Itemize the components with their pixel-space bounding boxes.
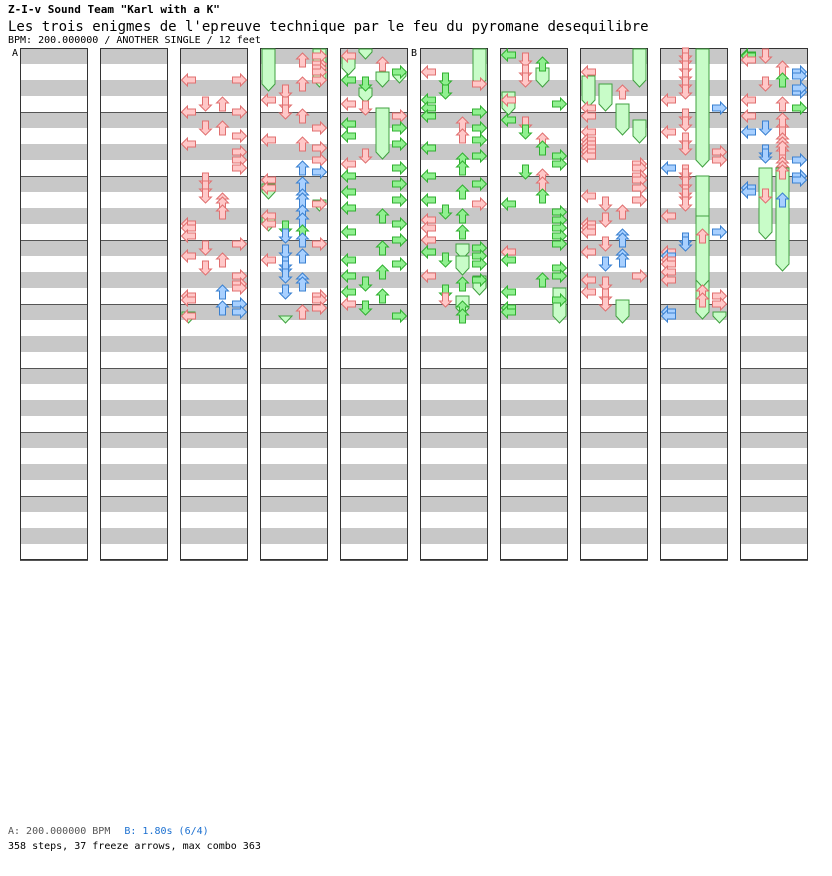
beat-band xyxy=(660,528,728,544)
beat-band xyxy=(100,112,168,128)
beat-band xyxy=(420,304,488,320)
beat-band xyxy=(100,48,168,64)
beat-band xyxy=(660,176,728,192)
beat-band xyxy=(420,432,488,448)
beat-band xyxy=(20,80,88,96)
beat-band xyxy=(500,336,568,352)
beat-band xyxy=(180,528,248,544)
beat-band xyxy=(660,464,728,480)
beat-band xyxy=(20,496,88,512)
beat-band xyxy=(580,368,648,384)
beat-band xyxy=(20,208,88,224)
beat-band xyxy=(660,48,728,64)
marker-b-label: B xyxy=(411,48,418,59)
beat-band xyxy=(580,304,648,320)
beat-band xyxy=(180,48,248,64)
beat-band xyxy=(660,400,728,416)
beat-band xyxy=(100,240,168,256)
beat-band xyxy=(20,400,88,416)
beat-band xyxy=(180,336,248,352)
freeze-arrow xyxy=(633,49,646,87)
beat-band xyxy=(740,400,808,416)
beat-band xyxy=(100,432,168,448)
chart-column xyxy=(100,48,168,561)
beat-band xyxy=(420,464,488,480)
beat-band xyxy=(420,336,488,352)
beat-band xyxy=(260,528,328,544)
chart-meta: BPM: 200.000000 / ANOTHER SINGLE / 12 feet xyxy=(8,35,261,46)
beat-band xyxy=(500,400,568,416)
beat-band xyxy=(20,336,88,352)
freeze-arrow xyxy=(776,168,789,271)
beat-band xyxy=(580,464,648,480)
beat-band xyxy=(100,304,168,320)
beat-band xyxy=(740,272,808,288)
beat-band xyxy=(100,80,168,96)
freeze-arrow xyxy=(582,76,595,107)
beat-band xyxy=(260,496,328,512)
beat-band xyxy=(660,368,728,384)
beat-band xyxy=(660,496,728,512)
beat-band xyxy=(100,368,168,384)
beat-band xyxy=(740,368,808,384)
beat-band xyxy=(260,400,328,416)
beat-band xyxy=(580,528,648,544)
song-title: Z-I-v Sound Team "Karl with a K" xyxy=(8,3,220,16)
beat-band xyxy=(580,400,648,416)
beat-band xyxy=(580,432,648,448)
beat-band xyxy=(500,432,568,448)
bpm-b-readout: B: 1.80s (6/4) xyxy=(124,826,209,837)
beat-band xyxy=(180,432,248,448)
beat-band xyxy=(260,272,328,288)
song-subtitle: Les trois enigmes de l'epreuve technique par le feu du pyromane desequilibre xyxy=(8,19,649,35)
beat-band xyxy=(20,432,88,448)
beat-band xyxy=(580,496,648,512)
beat-band xyxy=(100,272,168,288)
beat-band xyxy=(340,528,408,544)
beat-band xyxy=(100,528,168,544)
freeze-arrow xyxy=(376,108,389,159)
beat-band xyxy=(20,368,88,384)
beat-band xyxy=(740,528,808,544)
beat-band xyxy=(740,496,808,512)
beat-band xyxy=(180,400,248,416)
beat-band xyxy=(500,528,568,544)
beat-band xyxy=(180,496,248,512)
beat-band xyxy=(340,336,408,352)
chart-column xyxy=(740,48,808,561)
beat-band xyxy=(20,112,88,128)
beat-band xyxy=(740,464,808,480)
beat-band xyxy=(500,464,568,480)
beat-band xyxy=(100,336,168,352)
beat-band xyxy=(420,496,488,512)
beat-band xyxy=(20,176,88,192)
beat-band xyxy=(100,208,168,224)
beat-band xyxy=(340,432,408,448)
footer-bpm xyxy=(8,826,209,837)
beat-band xyxy=(740,208,808,224)
beat-band xyxy=(500,496,568,512)
beat-band xyxy=(20,240,88,256)
beat-band xyxy=(20,304,88,320)
freeze-arrow xyxy=(553,288,566,323)
beat-band xyxy=(100,144,168,160)
beat-band xyxy=(580,336,648,352)
freeze-arrow xyxy=(262,49,275,91)
beat-band xyxy=(660,112,728,128)
beat-band xyxy=(260,336,328,352)
beat-band xyxy=(340,464,408,480)
beat-band xyxy=(20,464,88,480)
beat-band xyxy=(100,400,168,416)
beat-band xyxy=(340,496,408,512)
chart-column xyxy=(20,48,88,561)
beat-band xyxy=(260,432,328,448)
beat-band xyxy=(660,336,728,352)
beat-band xyxy=(740,336,808,352)
bpm-a-readout: A: 200.000000 BPM xyxy=(8,826,111,837)
beat-band xyxy=(740,432,808,448)
beat-band xyxy=(340,400,408,416)
beat-band xyxy=(340,368,408,384)
beat-band xyxy=(660,80,728,96)
footer-stats: 358 steps, 37 freeze arrows, max combo 363 xyxy=(8,841,261,852)
beat-band xyxy=(20,528,88,544)
marker-a-label: A xyxy=(12,48,19,59)
beat-band xyxy=(260,464,328,480)
beat-band xyxy=(100,176,168,192)
beat-band xyxy=(740,240,808,256)
beat-band xyxy=(20,48,88,64)
freeze-arrow xyxy=(696,216,709,287)
beat-band xyxy=(420,368,488,384)
beat-band xyxy=(180,176,248,192)
beat-band xyxy=(180,464,248,480)
beat-band xyxy=(20,272,88,288)
beat-band xyxy=(660,432,728,448)
beat-band xyxy=(740,304,808,320)
beat-band xyxy=(20,144,88,160)
beat-band xyxy=(500,176,568,192)
beat-band xyxy=(500,368,568,384)
beat-band xyxy=(420,400,488,416)
beat-band xyxy=(100,496,168,512)
freeze-arrow xyxy=(696,49,709,167)
beat-band xyxy=(100,464,168,480)
beat-band xyxy=(420,528,488,544)
freeze-arrow xyxy=(616,104,629,135)
beat-band xyxy=(180,368,248,384)
beat-band xyxy=(260,368,328,384)
